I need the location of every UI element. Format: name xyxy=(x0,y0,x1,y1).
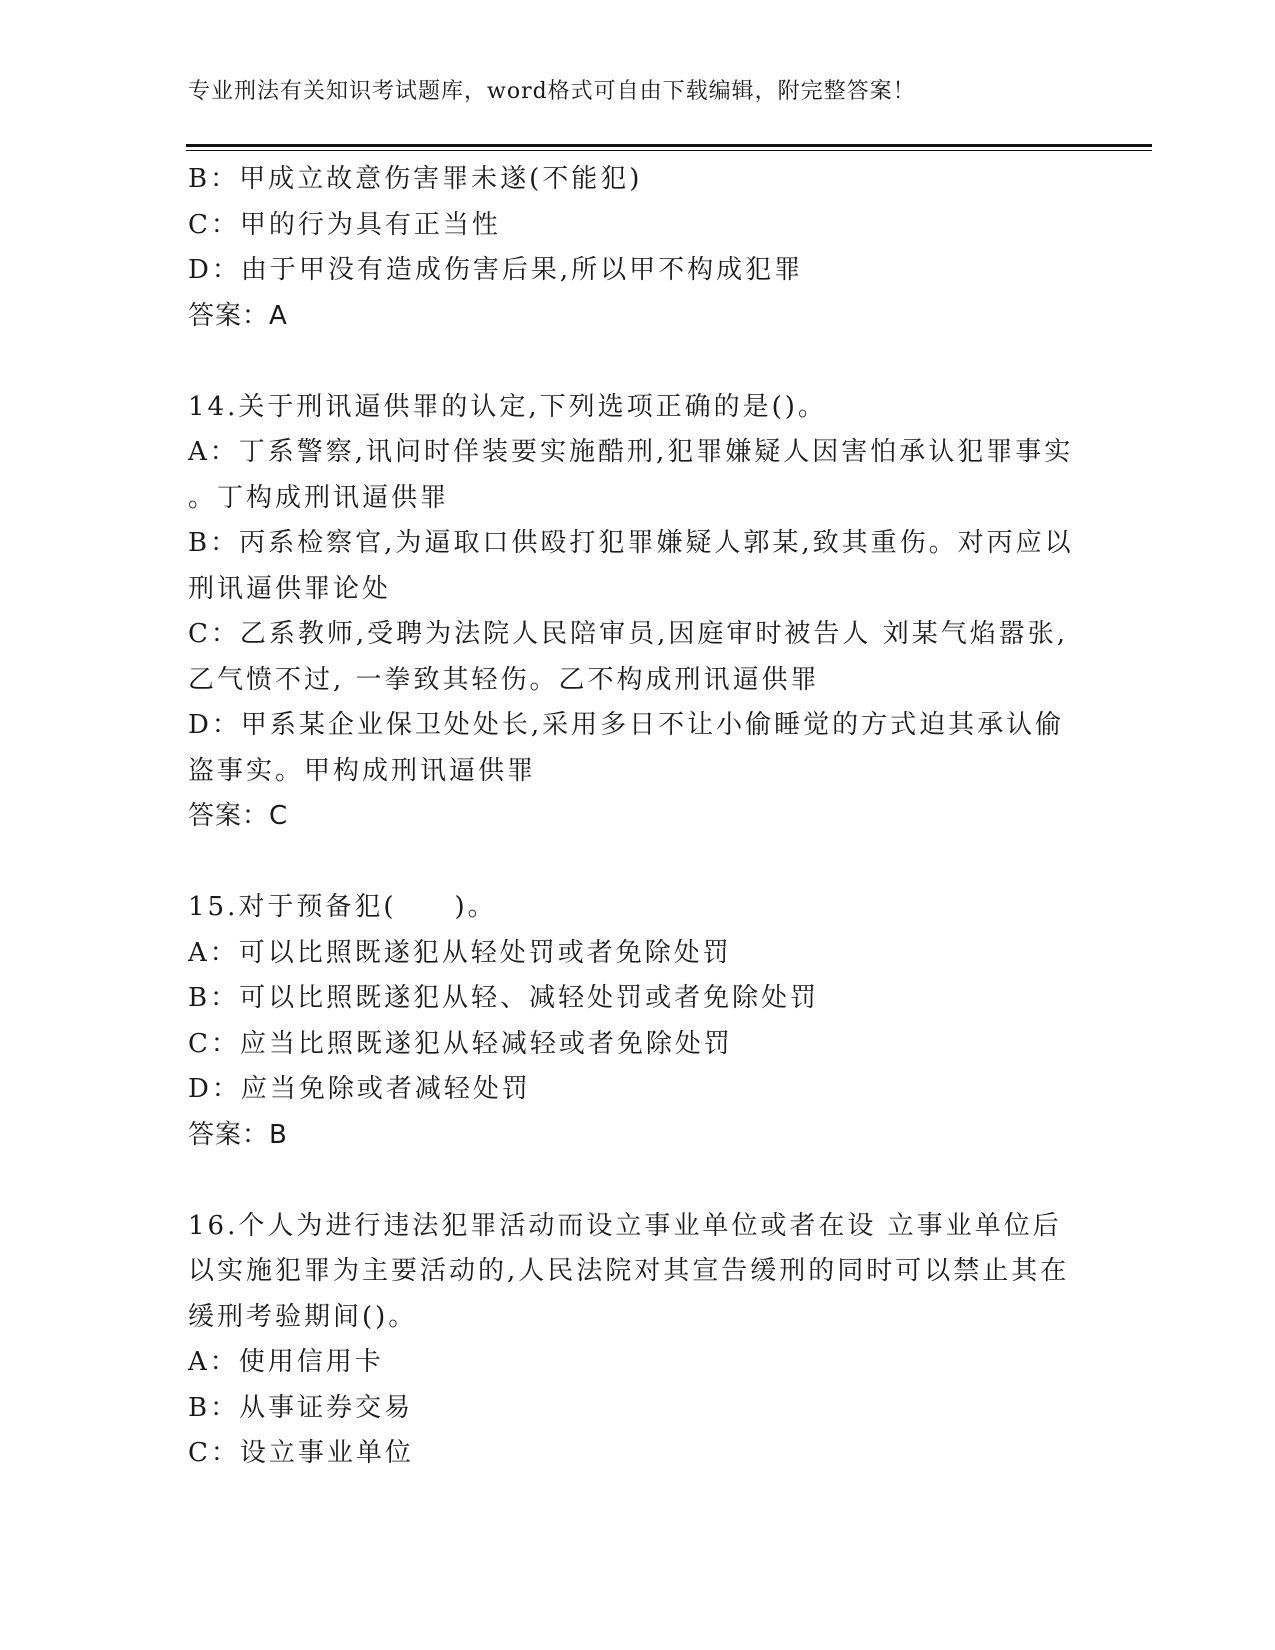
q14-line: 盗事实。甲构成刑讯逼供罪 xyxy=(188,755,537,786)
document-body xyxy=(188,157,1088,1477)
question-14 xyxy=(188,385,1088,840)
q14-line: 。丁构成刑讯逼供罪 xyxy=(188,482,450,513)
page-header: 专业刑法有关知识考试题库，word格式可自由下载编辑，附完整答案！ xyxy=(188,79,916,104)
q14-line: C：乙系教师,受聘为法院人民陪审员,因庭审时被告人 刘某气焰嚣张, xyxy=(188,619,1068,649)
question-13-tail xyxy=(188,157,1088,339)
q14-line: D：甲系某企业保卫处处长,采用多日不让小偷睡觉的方式迫其承认偷 xyxy=(188,710,1065,740)
q15-stem: 15.对于预备犯( )。 xyxy=(188,892,497,922)
q13-option-c: C：甲的行为具有正当性 xyxy=(188,209,501,240)
q15-option-b: B：可以比照既遂犯从轻、减轻处罚或者免除处罚 xyxy=(188,983,820,1013)
q15-answer: 答案：B xyxy=(188,1119,288,1150)
q14-line: 刑讯逼供罪论处 xyxy=(188,573,392,604)
q16-stem-line: 缓刑考验期间()。 xyxy=(188,1301,418,1332)
spacer xyxy=(188,339,1088,385)
q14-stem: 14.关于刑讯逼供罪的认定,下列选项正确的是()。 xyxy=(188,391,827,422)
q15-option-a: A：可以比照既遂犯从轻处罚或者免除处罚 xyxy=(188,937,732,968)
q15-option-c: C：应当比照既遂犯从轻减轻或者免除处罚 xyxy=(188,1028,733,1059)
q15-option-d: D：应当免除或者减轻处罚 xyxy=(188,1074,531,1104)
q14-answer: 答案：C xyxy=(188,801,289,831)
question-15 xyxy=(188,885,1088,1158)
q16-stem-line: 以实施犯罪为主要活动的,人民法院对其宣告缓刑的同时可以禁止其在 xyxy=(188,1256,1070,1286)
q13-option-d: D：由于甲没有造成伤害后果,所以甲不构成犯罪 xyxy=(188,255,804,285)
spacer xyxy=(188,840,1088,886)
q16-stem-line: 16.个人为进行违法犯罪活动而设立事业单位或者在设 立事业单位后 xyxy=(188,1210,1062,1241)
q14-line: A：丁系警察,讯问时佯装要实施酷刑,犯罪嫌疑人因害怕承认犯罪事实 xyxy=(188,437,1074,467)
q13-answer: 答案：A xyxy=(188,300,288,331)
q14-line: 乙气愤不过, 一拳致其轻伤。乙不构成刑讯逼供罪 xyxy=(188,664,820,695)
header-rule-thick xyxy=(186,144,1152,147)
q16-option-a: A：使用信用卡 xyxy=(188,1347,384,1377)
q16-option-c: C：设立事业单位 xyxy=(188,1438,414,1468)
q16-option-b: B：从事证券交易 xyxy=(188,1392,414,1423)
header-rule-thin xyxy=(186,150,1152,151)
question-16 xyxy=(188,1204,1088,1477)
spacer xyxy=(188,1158,1088,1204)
q14-line: B：丙系检察官,为逼取口供殴打犯罪嫌疑人郭某,致其重伤。对丙应以 xyxy=(188,528,1074,558)
q13-option-b: B：甲成立故意伤害罪未遂(不能犯) xyxy=(188,164,643,194)
